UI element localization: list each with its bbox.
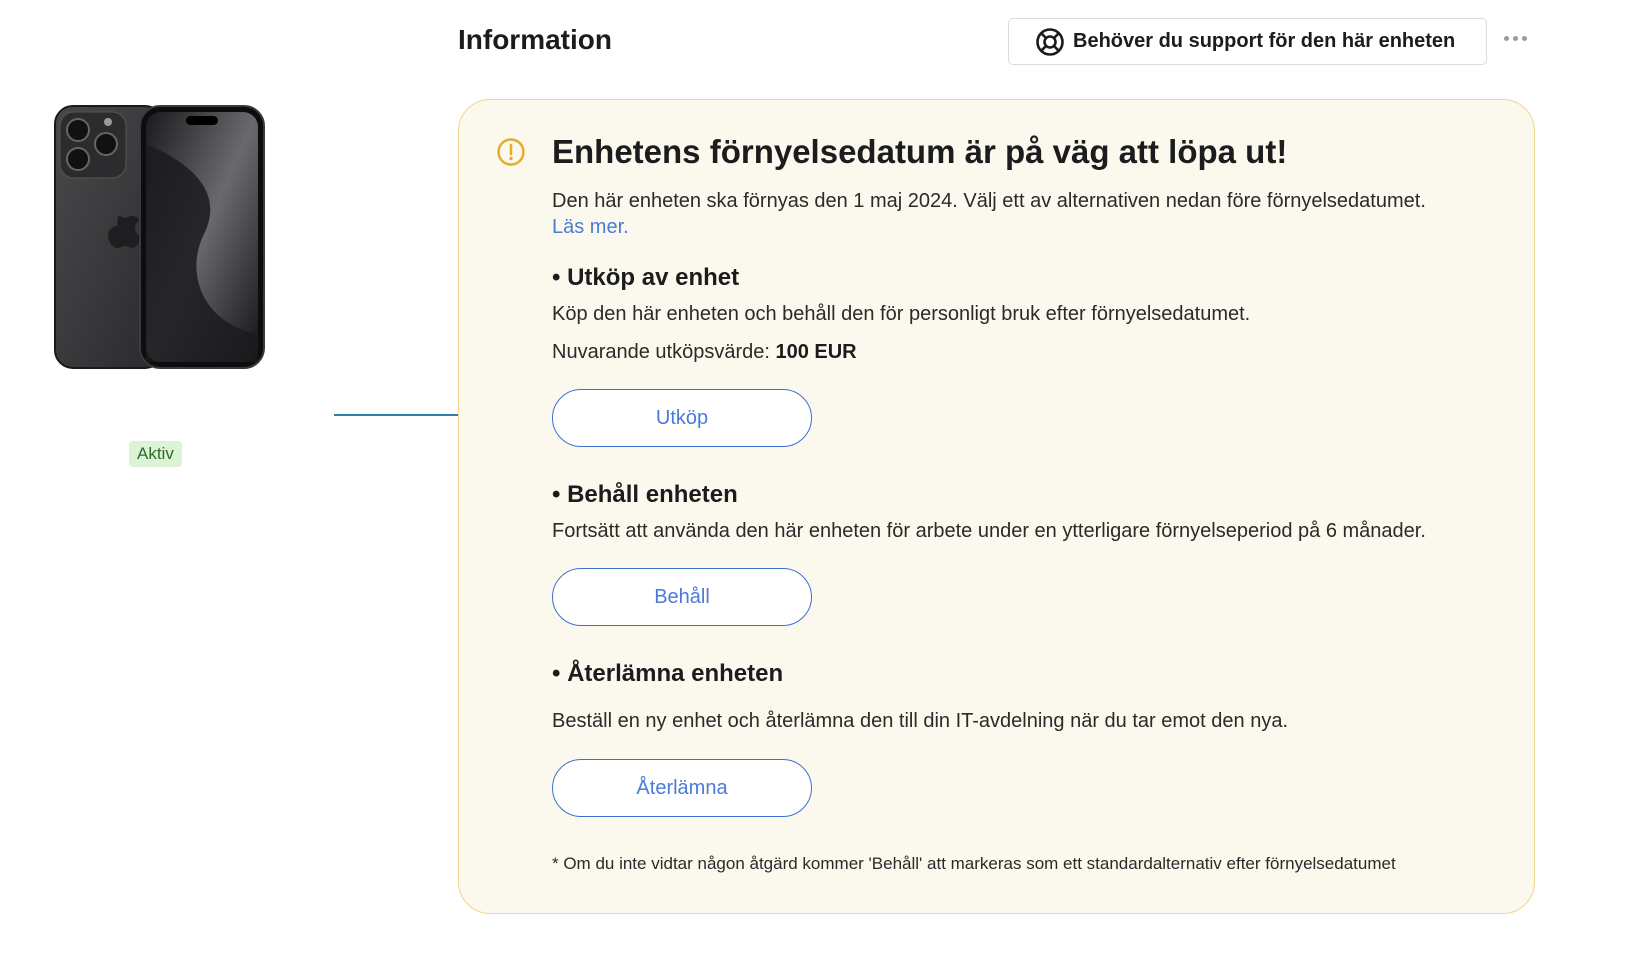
option-keep-title: • Behåll enheten: [552, 481, 738, 508]
keep-button[interactable]: Behåll: [552, 568, 812, 626]
option-buyout-title: • Utköp av enhet: [552, 264, 740, 291]
buyout-value-label: Nuvarande utköpsvärde:: [552, 341, 776, 363]
lifebuoy-icon: [1035, 27, 1065, 57]
warning-circle-icon: [496, 137, 526, 167]
more-dot: [1522, 36, 1527, 41]
more-dot: [1504, 36, 1509, 41]
more-dot: [1513, 36, 1518, 41]
read-more-link[interactable]: Läs mer.: [552, 216, 629, 238]
option-buyout-description: Köp den här enheten och behåll den för personligt bruk efter förnyelsedatumet.: [552, 303, 1251, 325]
support-button-label: Behöver du support för den här enheten: [1073, 30, 1456, 52]
footnote: * Om du inte vidtar någon åtgärd kommer 'Behåll' att markeras som ett standardalternativ efter förnyelsedatumet: [552, 854, 1396, 873]
buyout-value-amount: 100 EUR: [775, 341, 857, 363]
buyout-value: [552, 341, 857, 364]
option-keep-description: Fortsätt att använda den här enheten för arbete under en ytterligare förnyelseperiod på 6 månader.: [552, 520, 1426, 542]
more-horizontal-icon[interactable]: [1500, 24, 1530, 52]
option-return-title: • Återlämna enheten: [552, 660, 784, 687]
option-return-description: Beställ en ny enhet och återlämna den till din IT-avdelning när du tar emot den nya.: [552, 710, 1289, 732]
return-button[interactable]: Återlämna: [552, 759, 812, 817]
buyout-button[interactable]: Utköp: [552, 389, 812, 447]
status-badge: Aktiv: [129, 441, 182, 467]
device-image: [54, 104, 266, 370]
notice-description: Den här enheten ska förnyas den 1 maj 2024. Välj ett av alternativen nedan före förnyelsedatumet.: [552, 190, 1426, 212]
notice-title: Enhetens förnyelsedatum är på väg att löpa ut!: [552, 133, 1288, 170]
page-title: Information: [458, 24, 612, 55]
support-button[interactable]: [1008, 18, 1487, 65]
